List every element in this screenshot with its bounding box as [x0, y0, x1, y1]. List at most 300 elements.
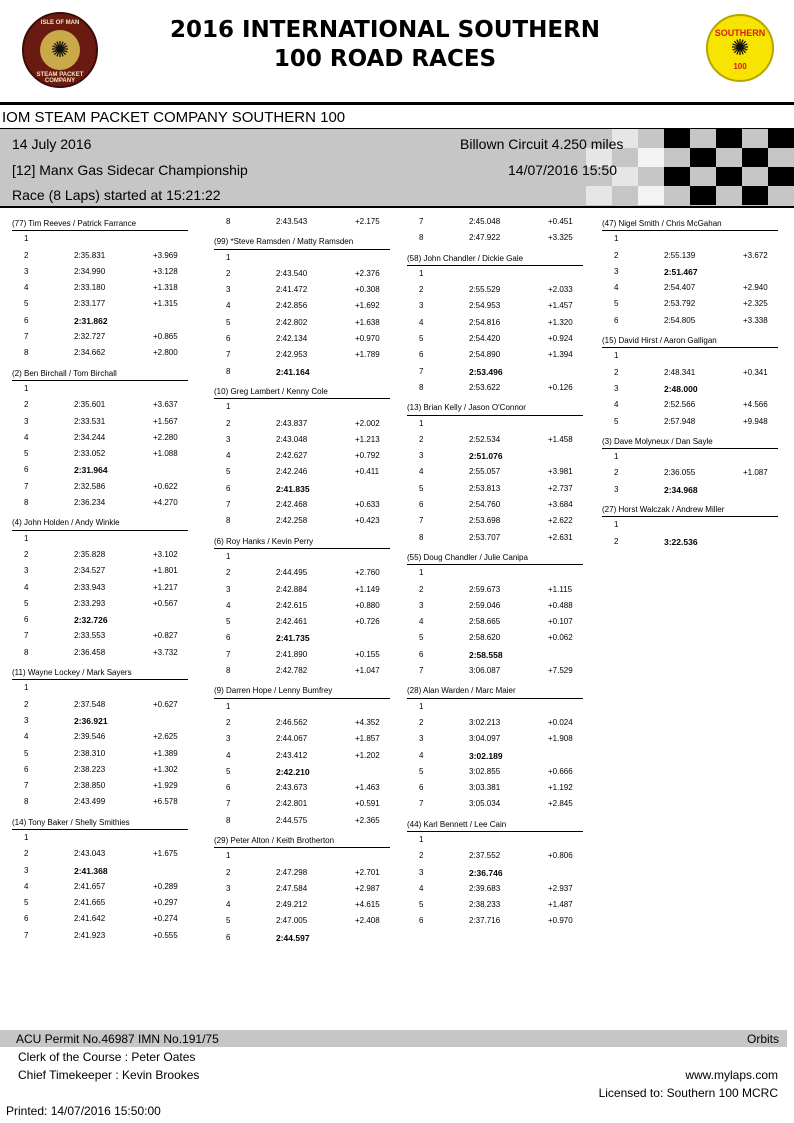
lap-gap: +0.062	[548, 633, 573, 643]
lap-row	[214, 331, 404, 347]
lap-time: 2:47.584	[276, 883, 308, 893]
lap-row	[407, 347, 597, 363]
lap-number: 3	[419, 301, 424, 311]
lap-gap: +0.308	[355, 285, 380, 295]
lap-number: 5	[226, 467, 231, 477]
lap-time: 2:39.546	[74, 732, 106, 742]
lap-time: 2:32.726	[74, 615, 108, 626]
lap-row	[214, 848, 404, 864]
lap-time: 2:37.552	[469, 851, 501, 861]
lap-row	[12, 778, 202, 794]
lap-row	[12, 414, 202, 430]
lap-row	[602, 296, 792, 312]
lap-row	[12, 911, 202, 927]
lap-row-fastest	[12, 863, 202, 879]
lap-row	[214, 598, 404, 614]
lap-time: 2:58.620	[469, 633, 501, 643]
crew-header	[12, 364, 188, 381]
lap-row	[407, 630, 597, 646]
lap-row	[12, 697, 202, 713]
lap-gap: +3.732	[153, 647, 178, 657]
lap-number: 2	[24, 549, 29, 559]
lap-time: 2:35.828	[74, 549, 106, 559]
lap-row	[214, 731, 404, 747]
lap-gap: +3.102	[153, 549, 178, 559]
lap-number: 7	[24, 332, 29, 342]
lap-number: 5	[614, 416, 619, 426]
lap-number: 5	[24, 748, 29, 758]
lap-gap: +3.684	[548, 500, 573, 510]
lap-gap: +1.929	[153, 781, 178, 791]
lap-time: 2:53.792	[664, 299, 696, 309]
lap-number: 5	[24, 598, 29, 608]
lap-row	[214, 448, 404, 464]
lap-time: 2:54.816	[469, 317, 501, 327]
lap-row	[214, 399, 404, 415]
lap-number: 3	[614, 383, 619, 393]
lap-time: 2:38.223	[74, 764, 106, 774]
lap-gap: +0.488	[548, 600, 573, 610]
lap-number: 1	[24, 383, 29, 393]
lap-number: 8	[24, 498, 29, 508]
lap-number: 3	[24, 416, 29, 426]
lap-time: 2:48.341	[664, 367, 696, 377]
lap-gap: +2.937	[548, 883, 573, 893]
lap-time: 2:59.046	[469, 600, 501, 610]
lap-gap: +0.627	[153, 699, 178, 709]
logo-left-top-text: ISLE OF MAN	[40, 20, 80, 26]
lap-gap: +1.217	[153, 582, 178, 592]
lap-row	[214, 315, 404, 331]
lap-row	[407, 230, 597, 246]
lap-gap: +2.625	[153, 732, 178, 742]
lap-number: 7	[24, 781, 29, 791]
lap-row	[12, 879, 202, 895]
lap-number: 2	[419, 717, 424, 727]
lap-gap: +0.970	[548, 916, 573, 926]
lap-gap: +2.631	[548, 532, 573, 542]
title-line-1: 2016 INTERNATIONAL SOUTHERN	[169, 17, 601, 43]
crew-name: (29) Peter Alton / Keith Brotherton	[214, 835, 335, 845]
crew-name: (27) Horst Walczak / Andrew Miller	[602, 505, 725, 515]
crew-name: (14) Tony Baker / Shelly Smithies	[12, 817, 130, 827]
lap-number: 8	[419, 382, 424, 392]
lap-row-fastest	[407, 865, 597, 881]
lap-time: 2:55.529	[469, 285, 501, 295]
lap-column-2	[214, 214, 404, 948]
lap-row	[602, 397, 792, 413]
crew-name: (9) Darren Hope / Lenny Bumfrey	[214, 686, 333, 696]
lap-number: 2	[614, 468, 619, 478]
orbits-brand: Orbits	[746, 1032, 779, 1046]
crew-header	[602, 500, 778, 517]
lap-row	[407, 315, 597, 331]
lap-time: 2:36.921	[74, 715, 108, 726]
lap-gap: +1.463	[355, 783, 380, 793]
lap-row	[407, 832, 597, 848]
lap-number: 5	[419, 900, 424, 910]
crew-header	[214, 831, 390, 848]
checker-square	[716, 167, 742, 186]
lap-row	[602, 414, 792, 430]
lap-number: 2	[24, 699, 29, 709]
lap-time: 2:55.139	[664, 250, 696, 260]
lap-number: 1	[614, 452, 619, 462]
lap-row	[12, 280, 202, 296]
lap-time: 2:58.558	[469, 649, 503, 660]
lap-number: 5	[24, 449, 29, 459]
lap-row	[214, 748, 404, 764]
lap-gap: +3.969	[153, 250, 178, 260]
lap-time: 3:02.855	[469, 766, 501, 776]
lap-row	[407, 598, 597, 614]
lap-row	[12, 830, 202, 846]
lap-gap: +1.047	[355, 666, 380, 676]
report-timestamp: 14/07/2016 15:50	[508, 162, 617, 178]
lap-row	[602, 348, 792, 364]
lap-time: 2:53.622	[469, 382, 501, 392]
lap-gap: +3.338	[743, 315, 768, 325]
lap-number: 8	[419, 532, 424, 542]
lap-number: 6	[24, 764, 29, 774]
lap-number: 7	[419, 799, 424, 809]
lap-gap: +0.297	[153, 898, 178, 908]
lap-row	[407, 497, 597, 513]
lap-gap: +0.622	[153, 481, 178, 491]
lap-row-fastest	[214, 630, 404, 646]
logo-right-top-text: SOUTHERN	[714, 28, 766, 38]
lap-row	[12, 846, 202, 862]
lap-number: 4	[24, 582, 29, 592]
lap-gap: +1.149	[355, 584, 380, 594]
lap-number: 7	[226, 350, 231, 360]
checker-square	[586, 186, 612, 205]
lap-number: 4	[24, 881, 29, 891]
lap-number: 8	[226, 366, 231, 376]
lap-number: 2	[226, 568, 231, 578]
lap-number: 3	[419, 734, 424, 744]
lap-time: 2:38.850	[74, 781, 106, 791]
lap-time: 2:41.164	[276, 366, 310, 377]
lap-number: 2	[614, 250, 619, 260]
checker-square	[638, 186, 664, 205]
lap-row-fastest	[214, 364, 404, 380]
lap-number: 7	[226, 799, 231, 809]
lap-number: 2	[419, 851, 424, 861]
crew-name: (55) Doug Chandler / Julie Canipa	[407, 552, 528, 562]
clerk-of-course: Clerk of the Course : Peter Oates	[18, 1050, 196, 1064]
lap-row	[214, 347, 404, 363]
lap-number: 1	[24, 234, 29, 244]
lap-row	[12, 645, 202, 661]
lap-time: 2:43.048	[276, 434, 308, 444]
lap-time: 2:42.802	[276, 317, 308, 327]
lap-number: 1	[419, 268, 424, 278]
lap-time: 2:51.467	[664, 266, 698, 277]
lap-number: 4	[24, 283, 29, 293]
lap-number: 3	[24, 715, 29, 725]
crew-name: (58) John Chandler / Dickie Gale	[407, 253, 524, 263]
lap-number: 4	[226, 900, 231, 910]
lap-row	[407, 715, 597, 731]
lap-time: 2:34.527	[74, 566, 106, 576]
lap-time: 2:33.943	[74, 582, 106, 592]
lap-time: 2:47.005	[276, 916, 308, 926]
lap-time: 2:57.948	[664, 416, 696, 426]
lap-row	[407, 881, 597, 897]
lap-time: 2:34.662	[74, 348, 106, 358]
title-line-2: 100 ROAD RACES	[273, 46, 497, 72]
lap-gap: +1.857	[355, 734, 380, 744]
lap-number: 7	[24, 631, 29, 641]
lap-time: 2:54.420	[469, 334, 501, 344]
lap-number: 1	[226, 701, 231, 711]
lap-number: 4	[226, 451, 231, 461]
lap-number: 2	[24, 849, 29, 859]
checker-square	[768, 167, 794, 186]
lap-number: 1	[226, 551, 231, 561]
lap-gap: +1.115	[548, 584, 573, 594]
lap-gap: +1.087	[743, 468, 768, 478]
lap-row	[12, 446, 202, 462]
lap-time: 2:41.642	[74, 914, 106, 924]
lap-number: 3	[419, 451, 424, 461]
lap-time: 2:44.597	[276, 932, 310, 943]
lap-row	[214, 663, 404, 679]
lap-time: 2:54.407	[664, 283, 696, 293]
crew-header	[12, 813, 188, 830]
crew-header	[407, 249, 583, 266]
lap-time: 2:42.246	[276, 467, 308, 477]
lap-gap: +1.567	[153, 416, 178, 426]
lap-row	[407, 432, 597, 448]
lap-row	[407, 913, 597, 929]
lap-time: 2:55.057	[469, 467, 501, 477]
lap-gap: +2.376	[355, 268, 380, 278]
lap-number: 8	[226, 815, 231, 825]
lap-gap: +3.672	[743, 250, 768, 260]
lap-number: 2	[419, 434, 424, 444]
lap-gap: +2.325	[743, 299, 768, 309]
lap-number: 2	[614, 367, 619, 377]
checker-square	[716, 129, 742, 148]
lap-number: 6	[226, 932, 231, 942]
lap-row	[407, 663, 597, 679]
lap-gap: +2.280	[153, 432, 178, 442]
checker-square	[690, 186, 716, 205]
lap-row	[12, 762, 202, 778]
lap-time: 2:41.657	[74, 881, 106, 891]
lap-row	[214, 549, 404, 565]
lap-number: 6	[24, 914, 29, 924]
lap-number: 5	[226, 617, 231, 627]
crew-name: (15) David Hirst / Aaron Galligan	[602, 336, 717, 346]
lap-row	[407, 513, 597, 529]
lap-time: 2:42.258	[276, 516, 308, 526]
lap-gap: +3.637	[153, 400, 178, 410]
lap-time: 2:42.615	[276, 600, 308, 610]
lap-time: 2:49.212	[276, 900, 308, 910]
lap-gap: +1.088	[153, 449, 178, 459]
lap-row	[407, 699, 597, 715]
lap-row	[214, 513, 404, 529]
lap-row	[214, 214, 404, 230]
lap-time: 2:53.698	[469, 516, 501, 526]
checker-square	[742, 186, 768, 205]
lap-row	[12, 628, 202, 644]
lap-number: 7	[419, 666, 424, 676]
lap-number: 1	[226, 851, 231, 861]
lap-number: 5	[24, 299, 29, 309]
lap-gap: +0.423	[355, 516, 380, 526]
lap-row	[214, 913, 404, 929]
lap-gap: +1.394	[548, 350, 573, 360]
lap-number: 4	[226, 600, 231, 610]
lap-gap: +1.302	[153, 764, 178, 774]
lap-gap: +2.002	[355, 418, 380, 428]
lap-time: 2:33.293	[74, 598, 106, 608]
crew-header	[407, 398, 583, 415]
lap-gap: +2.701	[355, 867, 380, 877]
crew-name: (77) Tim Reeves / Patrick Farrance	[12, 219, 137, 228]
lap-row-fastest	[12, 313, 202, 329]
lap-row	[12, 794, 202, 810]
lap-number: 3	[24, 266, 29, 276]
checker-square	[742, 148, 768, 167]
lap-number: 8	[419, 233, 424, 243]
lap-row	[602, 280, 792, 296]
lap-row	[214, 897, 404, 913]
lap-gap: +0.880	[355, 600, 380, 610]
lap-gap: +4.270	[153, 498, 178, 508]
lap-time: 2:36.746	[469, 867, 503, 878]
lap-time: 2:35.831	[74, 250, 106, 260]
lap-row	[602, 248, 792, 264]
crew-header	[214, 382, 390, 399]
lap-gap: +1.213	[355, 434, 380, 444]
lap-row	[602, 449, 792, 465]
lap-time: 2:42.134	[276, 334, 308, 344]
lap-row-fastest	[12, 462, 202, 478]
lap-number: 2	[226, 268, 231, 278]
lap-row	[602, 313, 792, 329]
lap-number: 6	[226, 633, 231, 643]
crew-header	[602, 432, 778, 449]
lap-time: 2:32.727	[74, 332, 106, 342]
triskelion-icon: ✺	[50, 37, 70, 62]
lap-row	[407, 214, 597, 230]
lap-row	[12, 430, 202, 446]
crew-header	[12, 513, 188, 530]
crew-header	[12, 214, 188, 231]
lap-row	[602, 517, 792, 533]
lap-time: 2:33.180	[74, 283, 106, 293]
crew-name: (11) Wayne Lockey / Mark Sayers	[12, 668, 132, 678]
lap-number: 4	[24, 432, 29, 442]
lap-time: 2:43.412	[276, 750, 308, 760]
lap-gap: +2.365	[355, 815, 380, 825]
lap-row	[12, 596, 202, 612]
lap-time: 2:37.548	[74, 699, 106, 709]
lap-gap: +2.760	[355, 568, 380, 578]
lap-row-fastest	[214, 481, 404, 497]
lap-time: 2:31.964	[74, 465, 108, 476]
lap-number: 1	[419, 418, 424, 428]
lap-gap: +1.389	[153, 748, 178, 758]
lap-time: 2:31.862	[74, 315, 108, 326]
lap-time: 3:05.034	[469, 799, 501, 809]
lap-time: 2:41.923	[74, 930, 106, 940]
lap-number: 2	[226, 418, 231, 428]
lap-number: 5	[419, 633, 424, 643]
lap-row	[602, 231, 792, 247]
crew-header	[407, 681, 583, 698]
lap-number: 5	[24, 898, 29, 908]
lap-gap: +2.845	[548, 799, 573, 809]
website-link[interactable]: www.mylaps.com	[685, 1068, 778, 1082]
lap-time: 2:32.586	[74, 481, 106, 491]
lap-time: 2:41.665	[74, 898, 106, 908]
lap-number: 1	[614, 520, 619, 530]
lap-gap: +1.458	[548, 434, 573, 444]
lap-gap: +0.555	[153, 930, 178, 940]
lap-row	[407, 764, 597, 780]
lap-row	[12, 264, 202, 280]
lap-time: 3:02.189	[469, 750, 503, 761]
lap-number: 3	[419, 867, 424, 877]
lap-row	[407, 298, 597, 314]
lap-gap: +0.451	[548, 217, 573, 226]
lap-number: 4	[614, 400, 619, 410]
lap-time: 2:43.673	[276, 783, 308, 793]
lap-row	[214, 699, 404, 715]
lap-number: 3	[226, 734, 231, 744]
lap-number: 1	[419, 701, 424, 711]
lap-number: 5	[419, 334, 424, 344]
lap-number: 2	[24, 250, 29, 260]
logo-right-bottom-text: 100	[733, 62, 747, 71]
lap-gap: +2.175	[355, 217, 380, 226]
lap-row	[214, 813, 404, 829]
lap-row	[12, 531, 202, 547]
lap-time: 2:42.801	[276, 799, 308, 809]
lap-number: 8	[24, 647, 29, 657]
lap-gap: +2.737	[548, 483, 573, 493]
lap-row	[12, 345, 202, 361]
lap-gap: +0.792	[355, 451, 380, 461]
lap-row	[407, 464, 597, 480]
lap-number: 2	[614, 536, 619, 546]
lap-gap: +6.578	[153, 797, 178, 807]
lap-row	[12, 381, 202, 397]
lap-time: 2:43.043	[74, 849, 106, 859]
lap-time: 3:02.213	[469, 717, 501, 727]
crew-header	[407, 548, 583, 565]
crew-header	[214, 232, 390, 249]
lap-row	[407, 416, 597, 432]
lap-time: 2:38.310	[74, 748, 106, 758]
lap-number: 3	[226, 285, 231, 295]
lap-row	[214, 416, 404, 432]
lap-number: 3	[226, 883, 231, 893]
lap-number: 3	[24, 865, 29, 875]
lap-row	[214, 796, 404, 812]
lap-time: 2:52.566	[664, 400, 696, 410]
lap-gap: +1.908	[548, 734, 573, 744]
lap-number: 5	[226, 317, 231, 327]
lap-time: 2:53.707	[469, 532, 501, 542]
lap-time: 2:44.067	[276, 734, 308, 744]
